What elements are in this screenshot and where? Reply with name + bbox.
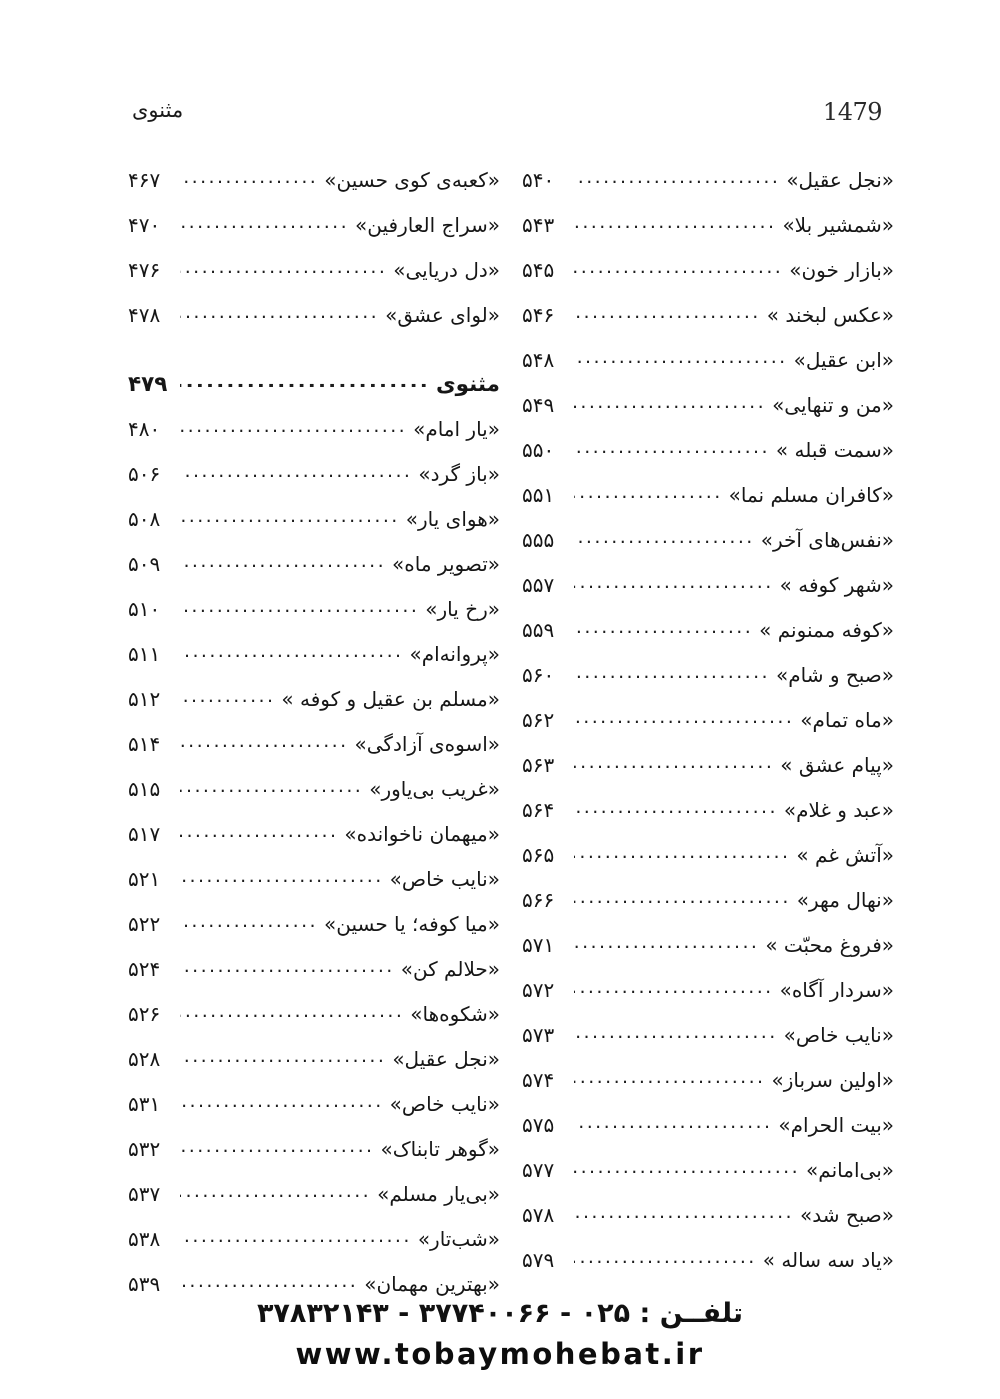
toc-dot-leader bbox=[180, 825, 338, 837]
toc-entry-title: «بی‌امانم» bbox=[806, 1158, 894, 1182]
toc-entry bbox=[128, 912, 500, 957]
toc-dot-leader bbox=[180, 1140, 374, 1152]
toc-entry bbox=[522, 798, 894, 843]
toc-entry bbox=[522, 888, 894, 933]
toc-dot-leader bbox=[574, 306, 761, 318]
toc-entry-title: «هوای یار» bbox=[405, 507, 500, 531]
toc-entry-page: ۵۲۶ bbox=[128, 1002, 161, 1026]
toc-entry-page: ۵۴۰ bbox=[522, 168, 555, 192]
toc-entry bbox=[522, 1068, 894, 1113]
toc-entry-page: ۵۱۰ bbox=[128, 597, 161, 621]
toc-entry-title: «شکوه‌ها» bbox=[410, 1002, 500, 1026]
toc-entry-title: «پیام عشق » bbox=[780, 753, 894, 777]
toc-entry-title: «کعبه‌ی کوی حسین» bbox=[324, 168, 500, 192]
toc-entry bbox=[522, 933, 894, 978]
toc-dot-leader bbox=[180, 465, 412, 477]
toc-entry bbox=[522, 1113, 894, 1158]
toc-entry-title: «گوهر تابناک» bbox=[380, 1137, 500, 1161]
toc-dot-leader bbox=[574, 1251, 757, 1263]
toc-entry-title: «نجل عقیل» bbox=[786, 168, 894, 192]
toc-entry-title: «بی‌یار مسلم» bbox=[377, 1182, 500, 1206]
toc-entry-title: «رخ یار» bbox=[425, 597, 500, 621]
toc-entry-title: «کوفه ممنونم » bbox=[759, 618, 894, 642]
toc-entry-title: «سمت قبله » bbox=[775, 438, 894, 462]
toc-entry-title: «سراج العارفین» bbox=[355, 213, 500, 237]
toc-entry-page: ۵۲۲ bbox=[128, 912, 161, 936]
toc-entry-title: «غریب بی‌یاور» bbox=[369, 777, 500, 801]
toc-entry-title: «یاد سه ساله » bbox=[762, 1248, 894, 1272]
toc-entry bbox=[522, 573, 894, 618]
toc-entry bbox=[128, 258, 500, 303]
toc-dot-leader bbox=[574, 981, 774, 993]
toc-entry-title: مثنوی bbox=[435, 372, 500, 397]
toc-entry-title: «شهر کوفه » bbox=[779, 573, 894, 597]
toc-entry bbox=[128, 777, 500, 822]
toc-entry-page: ۵۵۹ bbox=[522, 618, 555, 642]
toc-entry bbox=[128, 507, 500, 552]
toc-entry-title: «ماه تمام» bbox=[800, 708, 894, 732]
toc-dot-leader bbox=[574, 756, 774, 768]
toc-entry-page: ۵۴۹ bbox=[522, 393, 555, 417]
toc-entry-title: «میا کوفه؛ یا حسین» bbox=[323, 912, 500, 936]
toc-entry-title: «نهال مهر» bbox=[796, 888, 894, 912]
toc-dot-leader bbox=[180, 171, 318, 183]
toc-entry-title: «من و تنهایی» bbox=[772, 393, 894, 417]
toc-entry-page: ۵۱۵ bbox=[128, 777, 161, 801]
toc-entry-page: ۵۳۷ bbox=[128, 1182, 161, 1206]
toc-column-right bbox=[128, 168, 500, 1317]
toc-entry bbox=[522, 438, 894, 483]
toc-entry-title: «میهمان ناخوانده» bbox=[344, 822, 500, 846]
toc-entry-title: «تصویر ماه» bbox=[392, 552, 500, 576]
toc-entry bbox=[522, 528, 894, 573]
toc-entry-title: «مسلم بن عقیل و کوفه » bbox=[281, 687, 500, 711]
toc-dot-leader bbox=[180, 915, 318, 927]
toc-dot-leader bbox=[574, 891, 791, 903]
toc-entry-title: «عکس لبخند » bbox=[766, 303, 894, 327]
toc-dot-leader bbox=[574, 936, 759, 948]
toc-entry-page: ۵۰۹ bbox=[128, 552, 161, 576]
toc-entry bbox=[522, 708, 894, 753]
toc-entry-page: ۵۶۲ bbox=[522, 708, 555, 732]
toc-dot-leader bbox=[180, 1275, 358, 1287]
toc-entry bbox=[128, 687, 500, 732]
toc-entry-title: «کافران مسلم نما» bbox=[728, 483, 894, 507]
toc-entry-page: ۵۳۲ bbox=[128, 1137, 161, 1161]
toc-entry-title: «حلالم کن» bbox=[400, 957, 500, 981]
toc-dot-leader bbox=[180, 735, 349, 747]
toc-dot-leader bbox=[574, 1071, 765, 1083]
toc-entry-title: «لوای عشق» bbox=[385, 303, 500, 327]
toc-entry bbox=[522, 618, 894, 663]
toc-entry-title: «بهترین مهمان» bbox=[364, 1272, 500, 1296]
toc-section-heading bbox=[128, 372, 500, 417]
toc-entry bbox=[522, 393, 894, 438]
toc-entry-page: ۵۳۹ bbox=[128, 1272, 161, 1296]
phone-numbers: ۰۲۵ - ۳۷۷۴۰۰۶۶ - ۳۷۸۳۲۱۴۳ bbox=[256, 1298, 631, 1329]
toc-entry-page: ۵۴۳ bbox=[522, 213, 555, 237]
toc-entry bbox=[128, 1137, 500, 1182]
toc-entry-page: ۵۰۸ bbox=[128, 507, 161, 531]
toc-dot-leader bbox=[574, 1116, 772, 1128]
toc-dot-leader bbox=[180, 261, 387, 273]
toc-entry-title: «بیت الحرام» bbox=[778, 1113, 894, 1137]
toc-entry bbox=[522, 978, 894, 1023]
toc-dot-leader bbox=[180, 375, 430, 387]
phone-label: تلفــن : bbox=[639, 1298, 744, 1329]
toc-dot-leader bbox=[180, 306, 379, 318]
toc-entry-title: «یار امام» bbox=[413, 417, 500, 441]
toc-entry bbox=[522, 753, 894, 798]
toc-entry-page: ۵۶۳ bbox=[522, 753, 555, 777]
toc-entry-title: «ابن عقیل» bbox=[793, 348, 894, 372]
toc-entry-page: ۵۳۸ bbox=[128, 1227, 161, 1251]
toc-entry bbox=[128, 1227, 500, 1272]
toc-dot-leader bbox=[180, 555, 386, 567]
toc-dot-leader bbox=[574, 1026, 778, 1038]
toc-entry-title: «فروغ محبّت » bbox=[765, 933, 894, 957]
toc-entry bbox=[128, 168, 500, 213]
toc-entry-page: ۵۷۵ bbox=[522, 1113, 555, 1137]
toc-dot-leader bbox=[574, 216, 776, 228]
toc-dot-leader bbox=[180, 1185, 371, 1197]
toc-dot-leader bbox=[574, 1161, 800, 1173]
toc-entry bbox=[522, 348, 894, 393]
toc-entry bbox=[522, 1158, 894, 1203]
toc-entry-title: «عبد و غلام» bbox=[783, 798, 894, 822]
toc-entry-title: «آتش غم » bbox=[796, 843, 894, 867]
toc-entry-page: ۵۷۱ bbox=[522, 933, 555, 957]
toc-entry bbox=[128, 462, 500, 507]
toc-entry-page: ۵۶۶ bbox=[522, 888, 555, 912]
toc-entry-page: ۵۶۰ bbox=[522, 663, 555, 687]
toc-entry-title: «نفس‌های آخر» bbox=[760, 528, 894, 552]
toc-dot-leader bbox=[180, 420, 407, 432]
toc-dot-leader bbox=[180, 870, 384, 882]
toc-entry bbox=[128, 1092, 500, 1137]
toc-entry-page: ۵۴۶ bbox=[522, 303, 555, 327]
toc-entry bbox=[128, 822, 500, 867]
toc-dot-leader bbox=[574, 531, 755, 543]
toc-dot-leader bbox=[180, 1230, 412, 1242]
toc-entry-page: ۴۸۰ bbox=[128, 417, 161, 441]
toc-dot-leader bbox=[180, 510, 400, 522]
toc-entry-page: ۴۷۰ bbox=[128, 213, 161, 237]
toc-entry-page: ۴۷۹ bbox=[128, 372, 168, 397]
toc-entry-title: «بازار خون» bbox=[789, 258, 894, 282]
toc-entry bbox=[128, 957, 500, 1002]
toc-entry-title: «نجل عقیل» bbox=[392, 1047, 500, 1071]
footer-phone-line bbox=[0, 1298, 1000, 1329]
toc-dot-leader bbox=[574, 711, 794, 723]
toc-entry-title: «شب‌تار» bbox=[417, 1227, 500, 1251]
toc-dot-leader bbox=[180, 1095, 384, 1107]
running-head bbox=[132, 100, 882, 140]
toc-column-left bbox=[522, 168, 894, 1317]
toc-entry-page: ۵۵۰ bbox=[522, 438, 555, 462]
toc-entry-page: ۵۲۱ bbox=[128, 867, 161, 891]
page-footer bbox=[0, 1298, 1000, 1371]
toc-entry bbox=[522, 258, 894, 303]
toc-entry bbox=[522, 483, 894, 528]
toc-entry bbox=[128, 732, 500, 777]
toc-dot-leader bbox=[180, 690, 275, 702]
toc-dot-leader bbox=[574, 846, 790, 858]
toc-entry bbox=[128, 597, 500, 642]
toc-entry-page: ۵۲۸ bbox=[128, 1047, 161, 1071]
toc-entry-page: ۵۱۴ bbox=[128, 732, 161, 756]
toc-entry-page: ۵۵۷ bbox=[522, 573, 555, 597]
toc-dot-leader bbox=[180, 645, 403, 657]
toc-dot-leader bbox=[574, 396, 766, 408]
toc-entry bbox=[522, 303, 894, 348]
toc-entry bbox=[128, 1047, 500, 1092]
toc-entry-title: «نایب خاص» bbox=[783, 1023, 894, 1047]
toc-entry-page: ۵۲۴ bbox=[128, 957, 161, 981]
toc-entry bbox=[128, 417, 500, 462]
toc-dot-leader bbox=[180, 216, 349, 228]
toc-entry-page: ۵۴۵ bbox=[522, 258, 555, 282]
toc-dot-leader bbox=[574, 351, 788, 363]
footer-website[interactable]: www.tobaymohebat.ir bbox=[295, 1337, 705, 1371]
toc-columns bbox=[128, 168, 894, 1317]
toc-entry-page: ۵۴۸ bbox=[522, 348, 555, 372]
toc-dot-leader bbox=[574, 261, 783, 273]
toc-entry bbox=[522, 1248, 894, 1293]
toc-entry bbox=[128, 303, 500, 348]
toc-entry-title: «سردار آگاه» bbox=[779, 978, 894, 1002]
toc-entry-title: «نایب خاص» bbox=[389, 867, 500, 891]
toc-entry-page: ۵۶۵ bbox=[522, 843, 555, 867]
toc-entry-page: ۵۷۲ bbox=[522, 978, 555, 1002]
toc-entry-page: ۵۰۶ bbox=[128, 462, 161, 486]
toc-dot-leader bbox=[574, 666, 770, 678]
toc-entry bbox=[128, 552, 500, 597]
toc-entry bbox=[128, 1182, 500, 1227]
toc-entry bbox=[522, 168, 894, 213]
toc-entry-page: ۵۱۱ bbox=[128, 642, 161, 666]
toc-entry-title: «دل دریایی» bbox=[393, 258, 500, 282]
toc-dot-leader bbox=[574, 1206, 794, 1218]
toc-entry-page: ۴۶۷ bbox=[128, 168, 161, 192]
toc-dot-leader bbox=[574, 441, 770, 453]
toc-entry-page: ۵۳۱ bbox=[128, 1092, 161, 1116]
toc-entry-page: ۵۷۴ bbox=[522, 1068, 555, 1092]
toc-entry-title: «باز گرد» bbox=[418, 462, 500, 486]
toc-dot-leader bbox=[574, 621, 753, 633]
toc-entry-page: ۵۵۵ bbox=[522, 528, 555, 552]
toc-dot-leader bbox=[180, 780, 363, 792]
toc-entry-page: ۵۷۷ bbox=[522, 1158, 555, 1182]
toc-entry bbox=[128, 213, 500, 258]
toc-dot-leader bbox=[180, 1005, 404, 1017]
toc-entry-title: «پروانه‌ام» bbox=[409, 642, 500, 666]
book-title: مثنوی bbox=[132, 98, 184, 122]
toc-entry-page: ۵۵۱ bbox=[522, 483, 555, 507]
toc-dot-leader bbox=[574, 171, 780, 183]
toc-entry-page: ۵۷۳ bbox=[522, 1023, 555, 1047]
toc-entry bbox=[522, 213, 894, 258]
toc-entry-page: ۴۷۶ bbox=[128, 258, 161, 282]
toc-entry-page: ۵۱۷ bbox=[128, 822, 161, 846]
toc-entry bbox=[128, 1002, 500, 1047]
toc-dot-leader bbox=[180, 1050, 386, 1062]
toc-entry-title: «اسوه‌ی آزادگی» bbox=[354, 732, 500, 756]
toc-entry-page: ۴۷۸ bbox=[128, 303, 161, 327]
toc-entry-title: «صبح و شام» bbox=[775, 663, 894, 687]
toc-entry bbox=[522, 1023, 894, 1068]
toc-dot-leader bbox=[574, 801, 778, 813]
toc-entry bbox=[128, 867, 500, 912]
toc-entry-page: ۵۱۲ bbox=[128, 687, 161, 711]
toc-entry bbox=[128, 642, 500, 687]
toc-entry-page: ۵۷۹ bbox=[522, 1248, 555, 1272]
toc-entry bbox=[522, 663, 894, 708]
toc-entry-title: «شمشیر بلا» bbox=[782, 213, 894, 237]
toc-dot-leader bbox=[574, 486, 723, 498]
toc-dot-leader bbox=[180, 960, 395, 972]
toc-dot-leader bbox=[574, 576, 774, 588]
page-number: 1479 bbox=[822, 98, 882, 126]
toc-entry bbox=[522, 1203, 894, 1248]
toc-dot-leader bbox=[180, 600, 419, 612]
toc-entry bbox=[522, 843, 894, 888]
toc-entry-title: «اولین سرباز» bbox=[771, 1068, 894, 1092]
toc-entry-page: ۵۷۸ bbox=[522, 1203, 555, 1227]
toc-entry-title: «صبح شد» bbox=[799, 1203, 894, 1227]
toc-entry-page: ۵۶۴ bbox=[522, 798, 555, 822]
toc-entry-title: «نایب خاص» bbox=[389, 1092, 500, 1116]
